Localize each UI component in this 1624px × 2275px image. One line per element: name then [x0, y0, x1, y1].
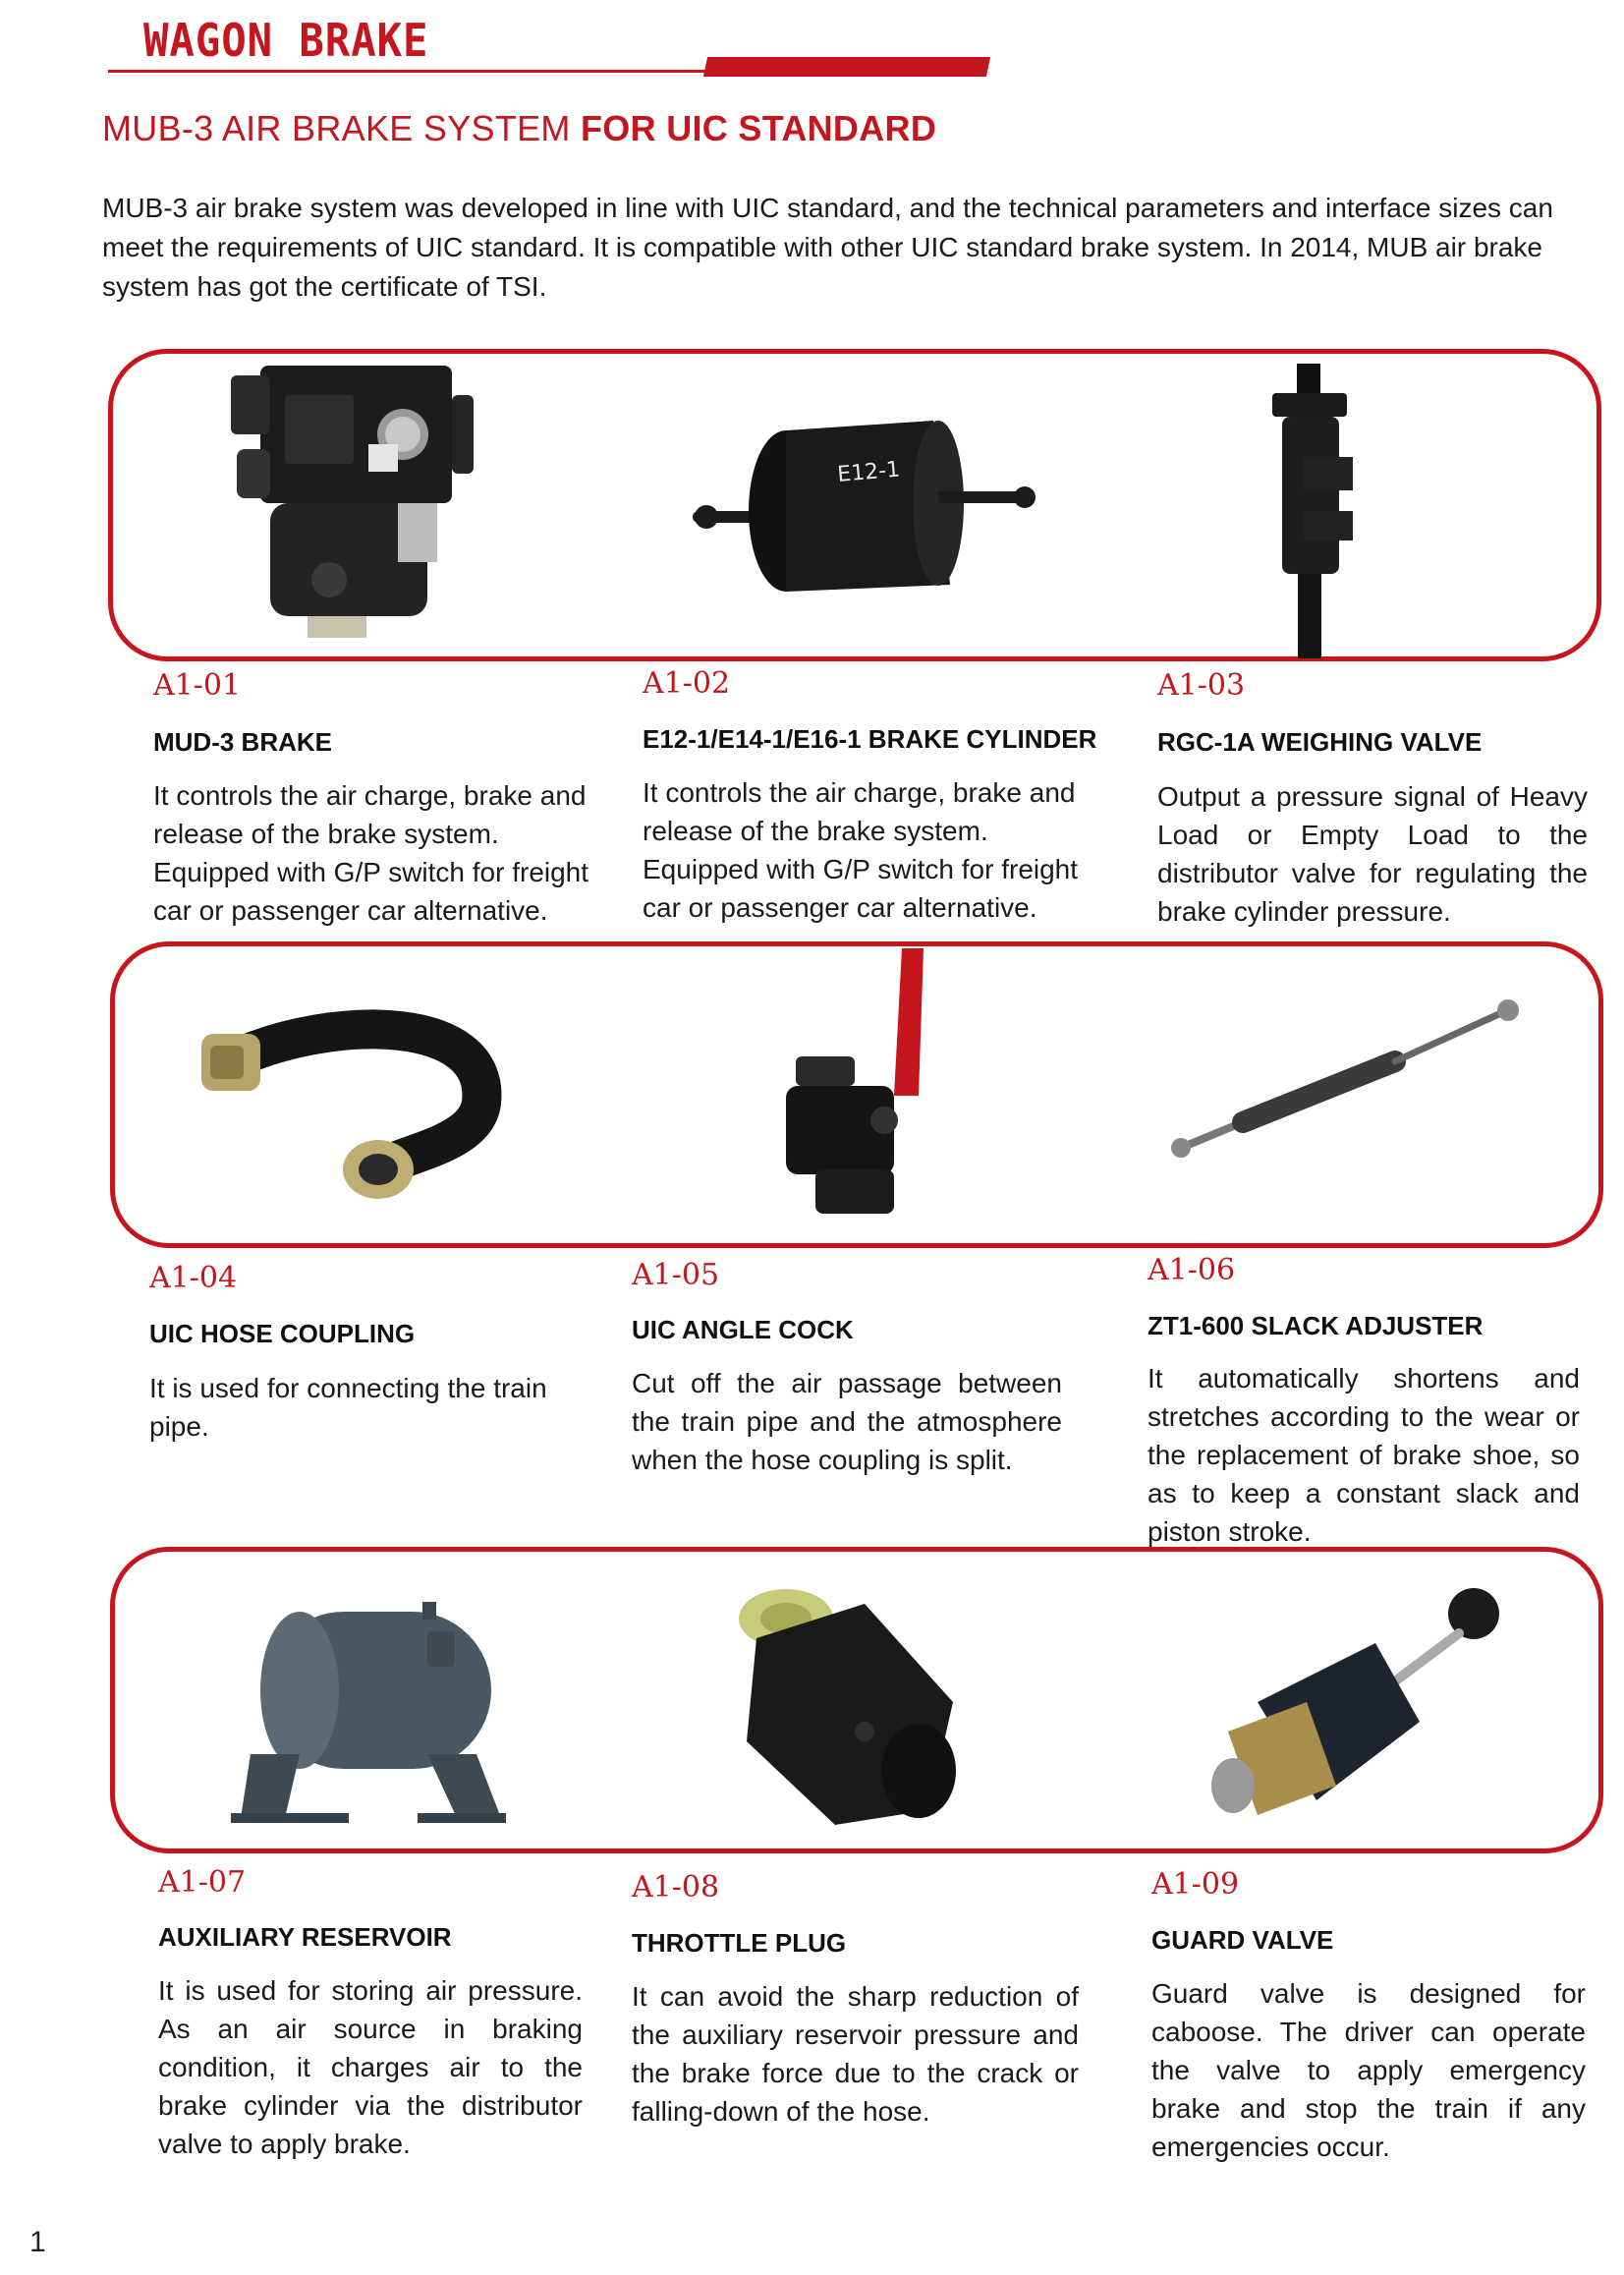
hose-coupling-image [196, 995, 531, 1206]
product-code-a1-07: A1-07 [158, 1865, 247, 1900]
product-code-a1-05: A1-05 [632, 1258, 720, 1292]
product-desc-a1-02: It controls the air charge, brake and release of the brake system. Equipped with G/P switch for freight car or passenger car alternative. [643, 777, 1079, 923]
product-name-a1-02: E12-1/E14-1/E16-1 BRAKE CYLINDER [643, 724, 1097, 754]
product-code-a1-02: A1-02 [643, 666, 731, 701]
product-code-a1-08: A1-08 [632, 1870, 720, 1905]
product-code-a1-03: A1-03 [1157, 668, 1246, 703]
angle-cock-image [776, 948, 948, 1223]
product-name-a1-04: UIC HOSE COUPLING [149, 1319, 416, 1348]
weighing-valve-image [1253, 364, 1371, 658]
throttle-plug-image [717, 1584, 992, 1830]
product-desc-a1-04: It is used for connecting the train pipe. [149, 1373, 547, 1442]
product-name-a1-06: ZT1-600 SLACK ADJUSTER [1148, 1311, 1484, 1340]
product-desc-a1-03: Output a pressure signal of Heavy Load or Empty Load to the distributor valve for regulating the brake cylinder pressure. [1157, 781, 1588, 927]
product-name-a1-01: MUD-3 BRAKE [153, 727, 332, 757]
header-rule [108, 70, 717, 73]
product-desc-a1-05: Cut off the air passage between the train pipe and the atmosphere when the hose coupling is split. [632, 1368, 1062, 1475]
guard-valve-image [1189, 1584, 1503, 1830]
brand-title: WAGON BRAKE [143, 14, 429, 67]
product-desc-a1-01: It controls the air charge, brake and release of the brake system. Equipped with G/P switch for freight car or passenger car alternative. [153, 780, 589, 926]
product-code-a1-01: A1-01 [153, 668, 242, 703]
reservoir-image [231, 1592, 506, 1833]
cylinder-label: E12-1 [836, 457, 902, 487]
header-accent-bar [703, 57, 990, 77]
product-name-a1-03: RGC-1A WEIGHING VALVE [1157, 727, 1483, 757]
distributor-valve-image [231, 356, 481, 649]
product-desc-a1-09: Guard valve is designed for caboose. The driver can operate the valve to apply emergency brake and stop the train if any emergencies occur. [1151, 1978, 1586, 2162]
product-name-a1-08: THROTTLE PLUG [632, 1928, 847, 1958]
product-name-a1-05: UIC ANGLE COCK [632, 1315, 854, 1344]
product-desc-a1-07: It is used for storing air pressure. As an air source in braking condition, it charges air to the brake cylinder via the distributor valve to apply brake. [158, 1975, 583, 2159]
subtitle-bold: FOR UIC STANDARD [581, 108, 937, 148]
product-name-a1-09: GUARD VALVE [1151, 1925, 1334, 1955]
slack-adjuster-image [1159, 983, 1533, 1169]
product-desc-a1-06: It automatically shortens and stretches according to the wear or the replacement of brake shoe, so as to keep a constant slack and piston stroke. [1148, 1363, 1580, 1547]
brake-cylinder-image [693, 413, 1046, 599]
product-code-a1-09: A1-09 [1151, 1867, 1240, 1902]
product-desc-a1-08: It can avoid the sharp reduction of the auxiliary reservoir pressure and the brake force due to the crack or falling-down of the hose. [632, 1981, 1079, 2127]
page-number: 1 [29, 2226, 46, 2258]
subtitle-regular: MUB-3 AIR BRAKE SYSTEM [102, 108, 582, 148]
product-code-a1-06: A1-06 [1148, 1253, 1236, 1287]
product-name-a1-07: AUXILIARY RESERVOIR [158, 1922, 452, 1952]
page-subtitle [102, 108, 936, 149]
product-code-a1-04: A1-04 [149, 1261, 238, 1295]
intro-paragraph: MUB-3 air brake system was developed in line with UIC standard, and the technical parameters and interface sizes can meet the requirements of UIC standard. It is compatible with other UIC standard brake system. In 2014, MUB air brake system has got the certificate of TSI. [102, 193, 1553, 302]
